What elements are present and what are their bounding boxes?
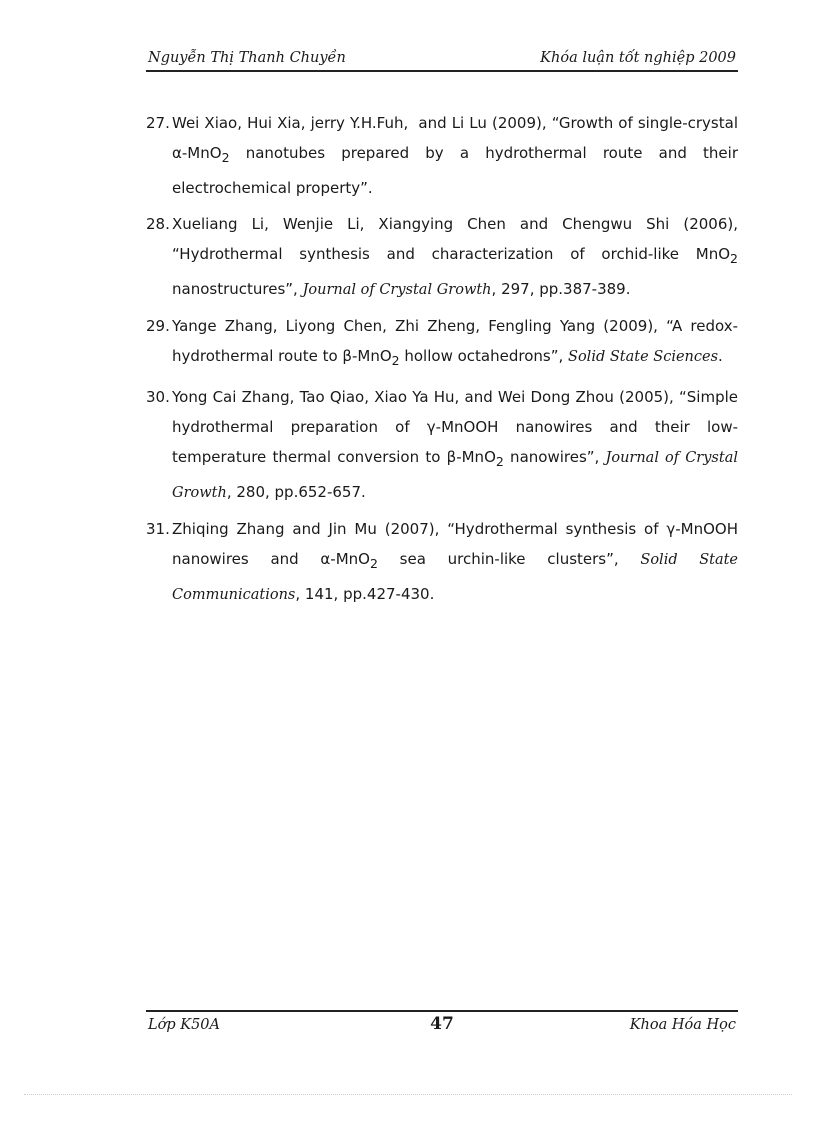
header-author: Nguyễn Thị Thanh Chuyền	[148, 50, 346, 66]
reference-item	[146, 382, 738, 508]
page-footer	[146, 1010, 738, 1038]
reference-number: 30.	[146, 388, 170, 406]
page-number: 47	[430, 1014, 454, 1034]
reference-text: Yong Cai Zhang, Tao Qiao, Xiao Ya Hu, and Wei Dong Zhou (2005), “Simple hydrothermal preparation of γ-MnOOH nanowires and their low-temperature thermal conversion to β-MnO$_2$ nanowires”, Journal of Crystal Growth, 280, pp.652-657.	[172, 388, 738, 501]
footer-class: Lớp K50A	[148, 1017, 221, 1033]
reference-item	[146, 209, 738, 305]
reference-item	[146, 311, 738, 376]
reference-number: 27.	[146, 114, 170, 132]
page-bottom-divider	[24, 1094, 792, 1095]
reference-list	[146, 108, 738, 616]
reference-text: Wei Xiao, Hui Xia, jerry Y.H.Fuh, and Li Lu (2009), “Growth of single-crystal α-MnO$_2$ nanotubes prepared by a hydrothermal route and their electrochemical property”.	[172, 114, 738, 197]
header-thesis-title: Khóa luận tốt nghiệp 2009	[540, 50, 736, 66]
page-header	[146, 48, 738, 72]
reference-text: Zhiqing Zhang and Jin Mu (2007), “Hydrothermal synthesis of γ-MnOOH nanowires and α-MnO$_2$ sea urchin-like clusters”, Solid State Communications, 141, pp.427-430.	[172, 520, 739, 603]
reference-number: 28.	[146, 215, 170, 233]
reference-text: Xueliang Li, Wenjie Li, Xiangying Chen and Chengwu Shi (2006), “Hydrothermal synthesis and characterization of orchid-like MnO$_2$ nanostructures”, Journal of Crystal Growth, 297, pp.387-389.	[172, 215, 738, 298]
reference-item	[146, 514, 738, 610]
footer-department: Khoa Hóa Học	[629, 1017, 736, 1033]
reference-number: 31.	[146, 520, 170, 538]
reference-number: 29.	[146, 317, 170, 335]
reference-item	[146, 108, 738, 203]
reference-text: Yange Zhang, Liyong Chen, Zhi Zheng, Fengling Yang (2009), “A redox-hydrothermal route to β-MnO$_2$ hollow octahedrons”, Solid State Sciences.	[172, 317, 738, 368]
